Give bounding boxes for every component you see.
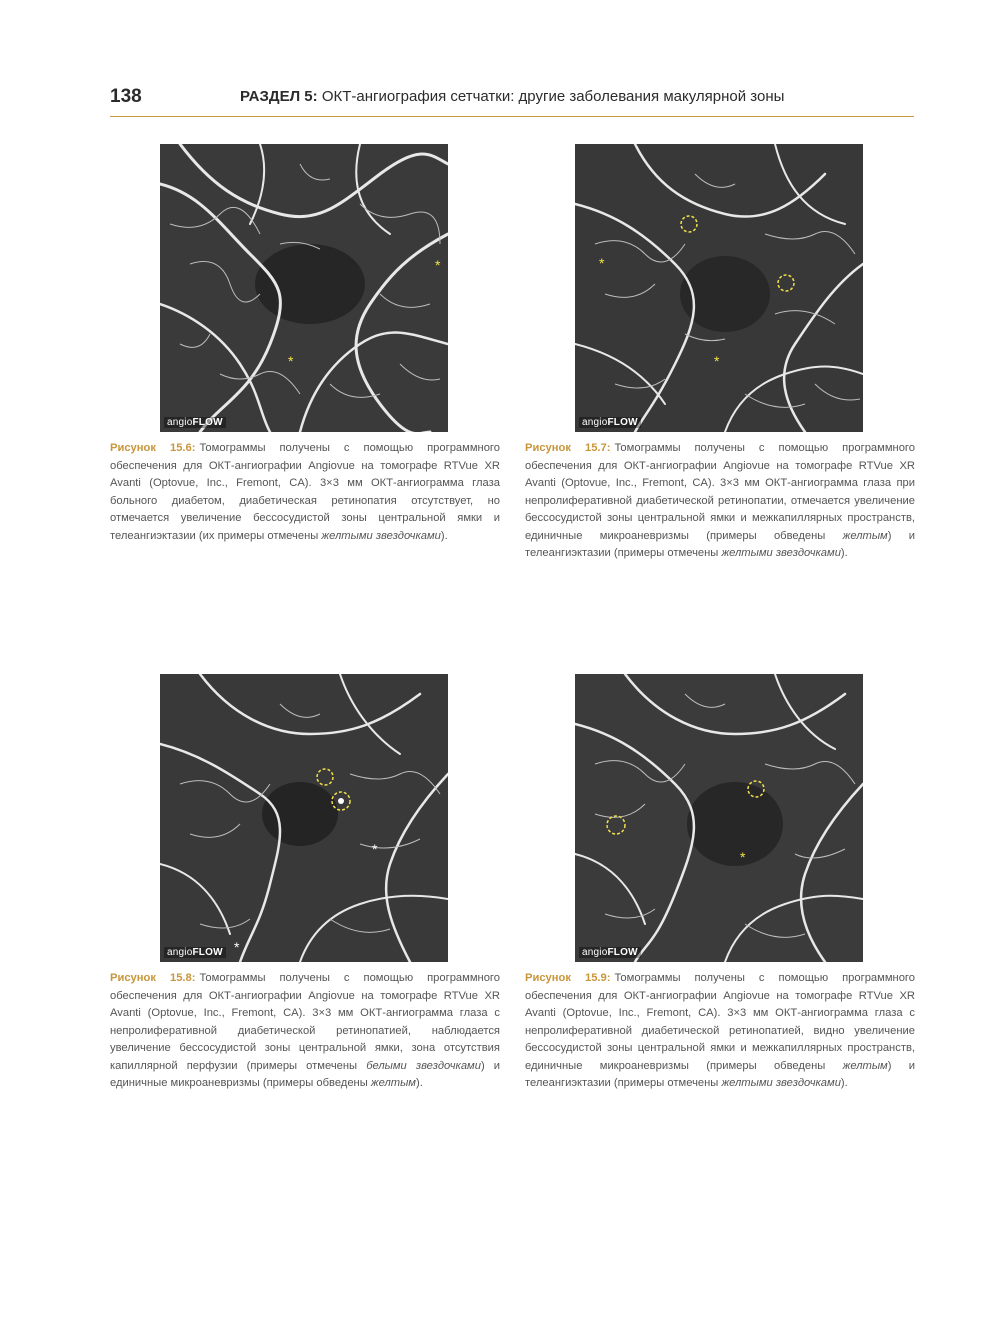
figure-label: Рисунок 15.7: xyxy=(525,442,611,454)
page-number: 138 xyxy=(110,86,142,107)
angioflow-logo: angioFLOW xyxy=(164,947,226,958)
angiogram-image xyxy=(575,144,863,432)
angiogram-vessels xyxy=(160,144,448,432)
nonperfusion-marker: * xyxy=(372,841,378,857)
telangiectasia-marker: * xyxy=(288,353,294,369)
section-label: РАЗДЕЛ 5: xyxy=(240,88,318,105)
angioflow-logo: angioFLOW xyxy=(579,947,641,958)
telangiectasia-marker: * xyxy=(599,255,605,271)
telangiectasia-marker: * xyxy=(740,849,746,865)
running-title xyxy=(240,88,784,105)
figure-label: Рисунок 15.6: xyxy=(110,442,196,454)
figure-caption: Рисунок 15.7: Томограммы получены с помощью программного обеспечения для ОКТ-ангиографии Angiovue на томографе RTVue XR Avanti (Optovue, Inc., Fremont, CA). 3×3 мм ОКТ-ангиограмма глаза при непролиферативной диабетической ретинопатии, отмечается увеличение бессосудистой зоны центральной ямки и межкапиллярных пространств, единичные микроаневризмы (примеры обведены желтым) и телеангиэктазии (примеры отмечены желтыми звездочками). xyxy=(525,442,915,559)
angiogram-vessels xyxy=(575,144,863,432)
angiogram-vessels xyxy=(575,674,863,962)
angioflow-logo: angioFLOW xyxy=(579,417,641,428)
angiogram-image xyxy=(160,144,448,432)
telangiectasia-marker: * xyxy=(714,353,720,369)
figure-caption: Рисунок 15.9: Томограммы получены с помощью программного обеспечения для ОКТ-ангиографии Angiovue на томографе RTVue XR Avanti (Optovue, Inc., Fremont, CA). 3×3 мм ОКТ-ангиограмма глаза с непролиферативной диабетической ретинопатией, видно увеличение бессосудистой зоны центральной ямки и межкапиллярных пространств, единичные микроаневризмы (примеры обведены желтым) и телеангиэктазии (примеры отмечены желтыми звездочками). xyxy=(525,972,915,1089)
angiogram-image xyxy=(575,674,863,962)
angiogram-vessels xyxy=(160,674,448,962)
running-header xyxy=(110,86,914,117)
nonperfusion-marker: * xyxy=(234,939,240,955)
figure-caption: Рисунок 15.8: Томограммы получены с помощью программного обеспечения для ОКТ-ангиографии Angiovue на томографе RTVue XR Avanti (Optovue, Inc., Fremont, CA). 3×3 мм ОКТ-ангиограмма глаза с непролиферативной диабетической ретинопатией, наблюдается увеличение бессосудистой зоны центральной ямки, зона отсутствия капиллярной перфузии (примеры отмечены белыми звездочками) и единичные микроаневризмы (примеры обведены желтым). xyxy=(110,972,501,1089)
figure-caption: Рисунок 15.6: Томограммы получены с помощью программного обеспечения для ОКТ-ангиографии Angiovue на томографе RTVue XR Avanti (Optovue, Inc., Fremont, CA). 3×3 мм ОКТ-ангиограмма глаза больного диабетом, диабетическая ретинопатия отсутствует, но отмечается увеличение бессосудистой зоны центральной ямки и телеангиэктазии (их примеры отмечены желтыми звездочками). xyxy=(110,442,500,542)
telangiectasia-marker: * xyxy=(435,257,441,273)
figure-label: Рисунок 15.9: xyxy=(525,972,611,984)
angioflow-logo: angioFLOW xyxy=(164,417,226,428)
figure-label: Рисунок 15.8: xyxy=(110,972,196,984)
angiogram-image xyxy=(160,674,448,962)
section-title: ОКТ-ангиография сетчатки: другие заболевания макулярной зоны xyxy=(321,88,785,105)
